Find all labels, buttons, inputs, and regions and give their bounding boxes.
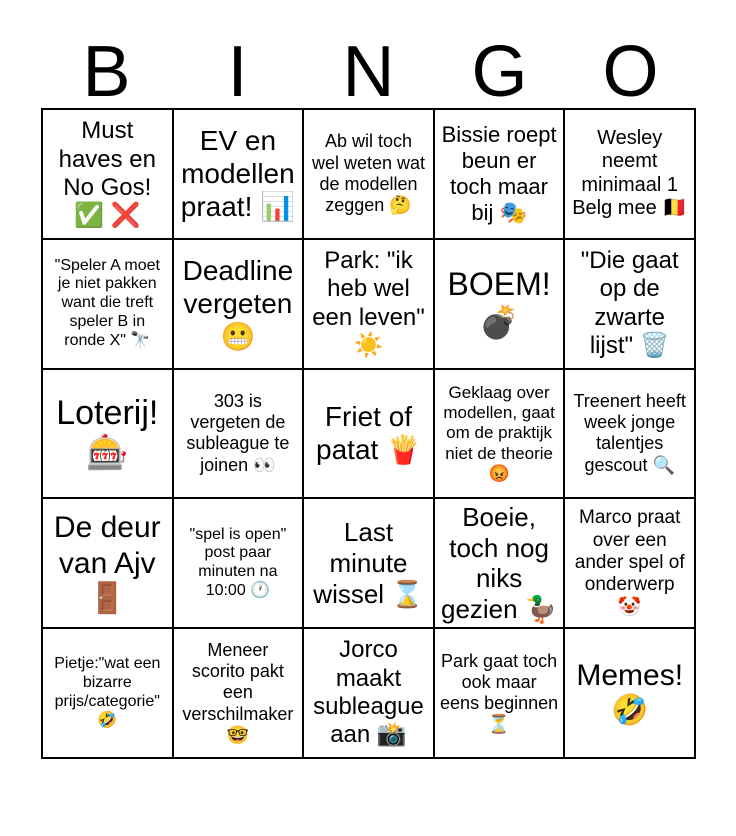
bingo-cell-r4c4[interactable]: Boeie, toch nog niks gezien 🦆 [434, 498, 565, 628]
bingo-letter-g: G [471, 32, 528, 112]
bingo-cell-r4c3[interactable]: Last minute wissel ⌛ [303, 498, 434, 628]
bingo-cell-r1c3[interactable]: Ab wil toch wel weten wat de modellen zeggen 🤔 [303, 109, 434, 239]
bingo-cell-r1c4[interactable]: Bissie roept beun er toch maar bij 🎭 [434, 109, 565, 239]
bingo-cell-r3c1[interactable]: Loterij! 🎰 [42, 369, 173, 499]
bingo-cell-r2c1[interactable]: "Speler A moet je niet pakken want die treft speler B in ronde X" 🔭 [42, 239, 173, 369]
bingo-cell-r3c5[interactable]: Treenert heeft week jonge talentjes gescout 🔍 [564, 369, 695, 499]
bingo-title [41, 32, 696, 112]
bingo-cell-r2c2[interactable]: Deadline vergeten 😬 [173, 239, 304, 369]
bingo-letter-o: O [602, 32, 659, 112]
bingo-cell-r3c2[interactable]: 303 is vergeten de subleague te joinen 👀 [173, 369, 304, 499]
bingo-cell-r4c1[interactable]: De deur van Ajv 🚪 [42, 498, 173, 628]
bingo-cell-r5c4[interactable]: Park gaat toch ook maar eens beginnen ⏳ [434, 628, 565, 758]
bingo-cell-r1c5[interactable]: Wesley neemt minimaal 1 Belg mee 🇧🇪 [564, 109, 695, 239]
bingo-letter-b: B [82, 32, 131, 112]
bingo-cell-r5c5[interactable]: Memes! 🤣 [564, 628, 695, 758]
bingo-cell-r5c1[interactable]: Pietje:"wat een bizarre prijs/categorie" 🤣 [42, 628, 173, 758]
bingo-cell-r3c3[interactable]: Friet of patat 🍟 [303, 369, 434, 499]
bingo-grid [41, 108, 696, 759]
bingo-cell-r2c5[interactable]: "Die gaat op de zwarte lijst" 🗑️ [564, 239, 695, 369]
bingo-cell-r4c5[interactable]: Marco praat over een ander spel of onderwerp 🤡 [564, 498, 695, 628]
bingo-cell-r1c1[interactable]: Must haves en No Gos! ✅ ❌ [42, 109, 173, 239]
bingo-cell-r2c3[interactable]: Park: "ik heb wel een leven" ☀️ [303, 239, 434, 369]
bingo-letter-n: N [342, 32, 395, 112]
bingo-cell-r4c2[interactable]: "spel is open" post paar minuten na 10:00 🕐 [173, 498, 304, 628]
bingo-cell-r5c2[interactable]: Meneer scorito pakt een verschilmaker 🤓 [173, 628, 304, 758]
bingo-cell-r3c4[interactable]: Geklaag over modellen, gaat om de praktijk niet de theorie 😡 [434, 369, 565, 499]
bingo-cell-r5c3[interactable]: Jorco maakt subleague aan 📸 [303, 628, 434, 758]
bingo-letter-i: I [227, 32, 248, 112]
bingo-cell-r2c4[interactable]: BOEM! 💣 [434, 239, 565, 369]
bingo-cell-r1c2[interactable]: EV en modellen praat! 📊 [173, 109, 304, 239]
